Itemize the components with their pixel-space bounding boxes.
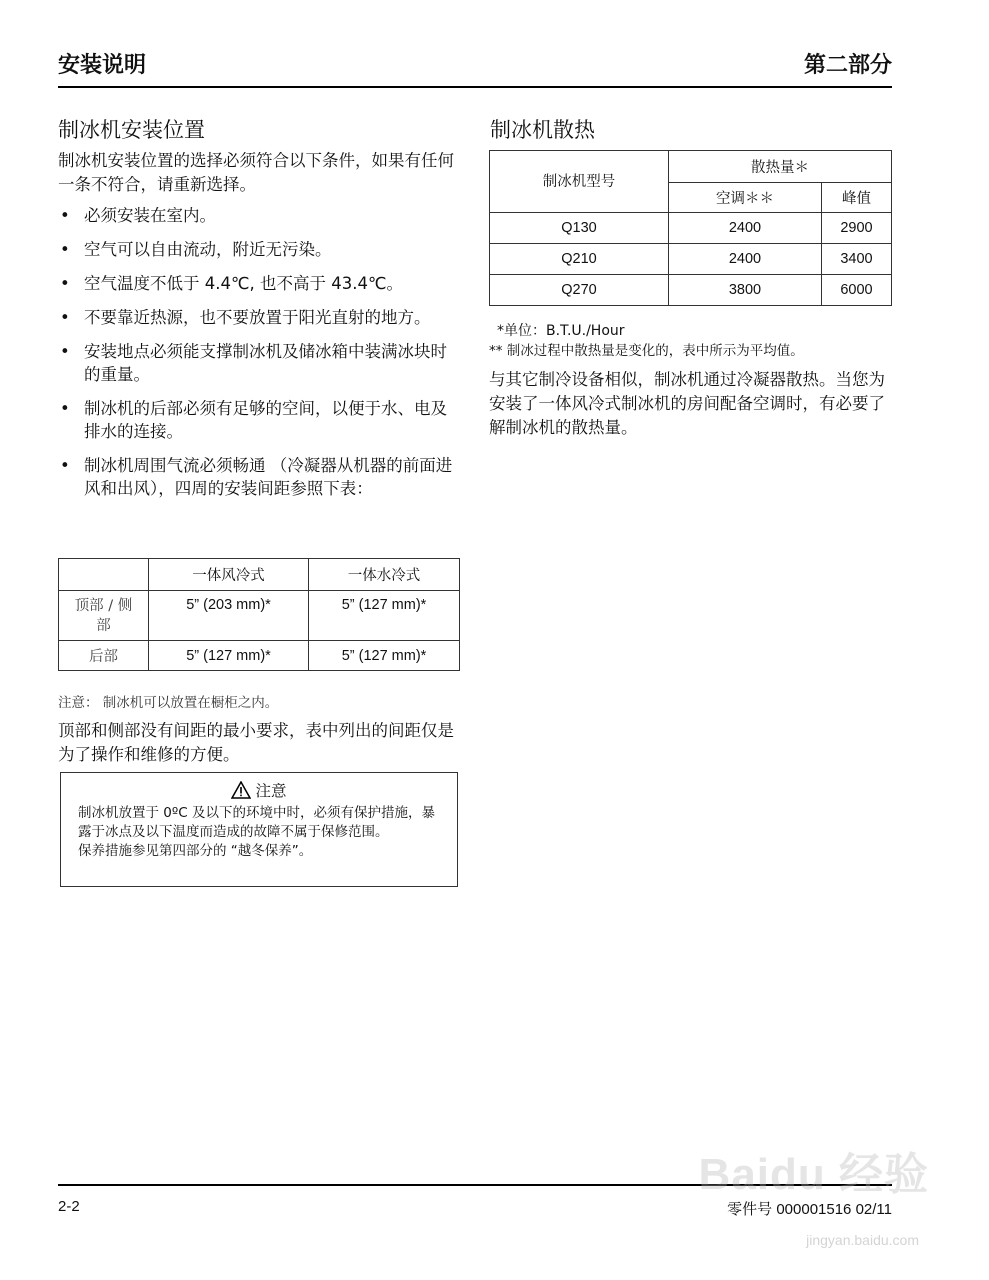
section-title-right: 第二部分 xyxy=(803,53,892,78)
table-row xyxy=(59,591,460,641)
caution-title-row xyxy=(61,779,457,803)
installation-intro: 制冰机安装位置的选择必须符合以下条件，如果有任何一条不符合，请重新选择。 xyxy=(58,151,454,194)
table-cell: 顶部 / 侧部 xyxy=(59,591,149,641)
table-header-cell: 制冰机型号 xyxy=(490,151,669,213)
table-cell: 2400 xyxy=(669,213,822,244)
table-cell: 5” (127 mm)* xyxy=(309,641,460,671)
section-title-left: 安装说明 xyxy=(58,53,147,78)
caution-text: 制冰机放置于 0ºC 及以下的环境中时，必须有保护措施，暴露于冰点及以下温度而造成的故障不属于保修范围。 xyxy=(78,805,435,840)
caution-box xyxy=(60,772,458,887)
table-row xyxy=(59,641,460,671)
table-cell: 6000 xyxy=(822,275,892,306)
clearance-table xyxy=(58,558,460,671)
table-header-cell: 散热量＊ xyxy=(669,151,892,183)
bullet-icon: • xyxy=(60,240,70,259)
table-cell: Q210 xyxy=(490,244,669,275)
table-row xyxy=(490,213,892,244)
table-cell: Q270 xyxy=(490,275,669,306)
part-number: 零件号 000001516 02/11 xyxy=(727,1201,892,1218)
baidu-watermark: Baidu 经验 xyxy=(698,1150,929,1199)
cabinet-note: 注意： 制冰机可以放置在橱柜之内。 xyxy=(58,695,279,711)
caution-body xyxy=(78,804,447,861)
average-footnote: ** 制冰过程中散热量是变化的，表中所示为平均值。 xyxy=(489,343,804,359)
page-number: 2-2 xyxy=(58,1198,80,1215)
heat-output-table xyxy=(489,150,892,306)
heat-explanation: 与其它制冷设备相似，制冰机通过冷凝器散热。当您为安装了一体风冷式制冰机的房间配备空调时，有必要了解制冰机的散热量。 xyxy=(489,370,885,437)
bullet-icon: • xyxy=(60,206,70,225)
list-item: • 制冰机周围气流必须畅通 （冷凝器从机器的前面进风和出风），四周的安装间距参照下表： xyxy=(60,456,453,498)
table-cell: 3800 xyxy=(669,275,822,306)
table-cell: Q130 xyxy=(490,213,669,244)
table-cell: 5” (127 mm)* xyxy=(309,591,460,641)
heat-dissipation-title: 制冰机散热 xyxy=(490,118,595,142)
caution-title: 注意 xyxy=(255,782,287,800)
list-item: • 不要靠近热源，也不要放置于阳光直射的地方。 xyxy=(60,308,431,327)
list-item: • 空气可以自由流动，附近无污染。 xyxy=(60,240,332,259)
table-row xyxy=(490,275,892,306)
table-header-row xyxy=(490,151,892,183)
table-header-row xyxy=(59,559,460,591)
bullet-icon: • xyxy=(60,456,70,475)
table-header-cell: 峰值 xyxy=(822,183,892,213)
table-cell: 2400 xyxy=(669,244,822,275)
bullet-icon: • xyxy=(60,342,70,361)
table-cell: 5” (203 mm)* xyxy=(149,591,309,641)
table-header-cell xyxy=(59,559,149,591)
table-cell: 后部 xyxy=(59,641,149,671)
table-header-cell: 一体水冷式 xyxy=(309,559,460,591)
bullet-icon: • xyxy=(60,274,70,293)
table-row xyxy=(490,244,892,275)
installation-location-title: 制冰机安装位置 xyxy=(58,118,205,142)
table-header-cell: 空调＊＊ xyxy=(669,183,822,213)
watermark-url: jingyan.baidu.com xyxy=(806,1232,919,1248)
bullet-icon: • xyxy=(60,399,70,418)
table-cell: 3400 xyxy=(822,244,892,275)
list-item: • 制冰机的后部必须有足够的空间，以便于水、电及排水的连接。 xyxy=(60,399,447,441)
installation-conditions-list xyxy=(58,204,456,511)
caution-reference: 保养措施参见第四部分的 “越冬保养”。 xyxy=(78,843,313,859)
table-header-cell: 一体风冷式 xyxy=(149,559,309,591)
header-rule xyxy=(58,86,892,88)
list-item: • 必须安装在室内。 xyxy=(60,206,216,225)
unit-footnote: *单位：B.T.U./Hour xyxy=(497,323,625,339)
table-cell: 2900 xyxy=(822,213,892,244)
list-item: • 空气温度不低于 4.4℃, 也不高于 43.4℃。 xyxy=(60,274,404,293)
clearance-explanation: 顶部和侧部没有间距的最小要求，表中列出的间距仅是为了操作和维修的方便。 xyxy=(58,721,454,764)
warning-triangle-icon xyxy=(231,781,251,803)
bullet-icon: • xyxy=(60,308,70,327)
table-cell: 5” (127 mm)* xyxy=(149,641,309,671)
list-item: • 安装地点必须能支撑制冰机及储冰箱中装满冰块时的重量。 xyxy=(60,342,447,384)
